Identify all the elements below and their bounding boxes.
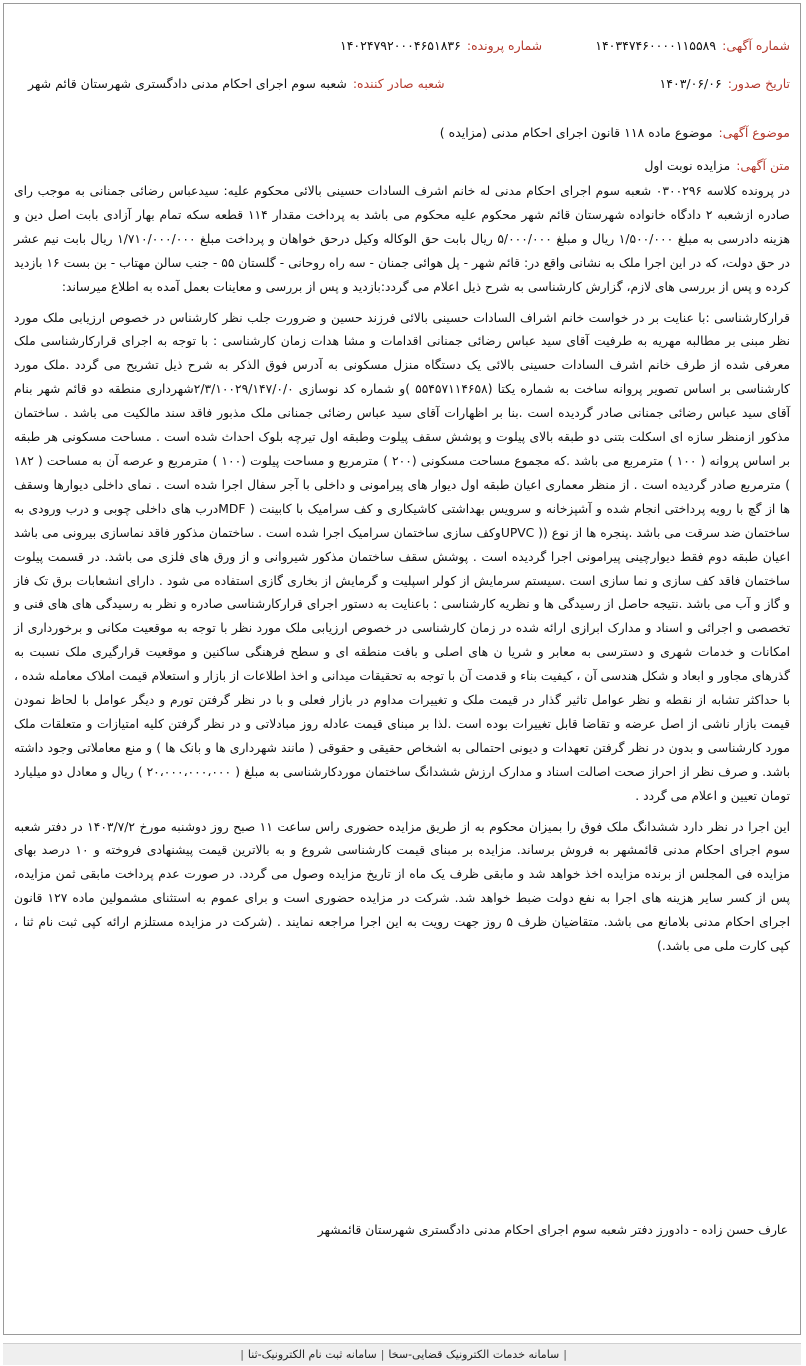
subject-label: موضوع آگهی: [718, 125, 790, 140]
ad-text-label: متن آگهی: [736, 158, 790, 173]
issuer [28, 76, 445, 91]
subject-line [14, 125, 790, 140]
body-paragraph-auction-terms: این اجرا در نظر دارد ششدانگ ملک فوق را بمیزان محکوم به از طریق مزایده حضوری راس ساعت ۱۱ صبح روز دوشنبه مورخ ۱۴۰۳/۷/۲ در دفتر شعبه سوم اجرای احکام مدنی قائمشهر به فروش برساند. مزایده بر مبنای قیمت کارشناسی شروع و به بالاترین قیمت پیشنهادی فروخته و ۱۰ درصد بهای مزایده فی المجلس از برنده مزایده اخذ خواهد شد و مابقی ظرف یک ماه از تاریخ مزایده وصول می گردد. در صورت عدم پرداخت مابقی ثمن مزایده، پس از کسر سایر هزینه های اجرا به نفع دولت ضبط خواهد شد. شرکت در مزایده حضوری است و برای عموم به استثنای مشمولین ماده ۱۲۷ قانون اجرای احکام مدنی بلامانع می باشد. متقاضیان ظرف ۵ روز جهت رویت به این اجرا مراجعه نمایند . (شرکت در مزایده مستلزم ارائه کپی ثبت نام ثنا ، کپی کارت ملی می باشد.) [14, 819, 791, 954]
ad-number [595, 38, 790, 53]
signature-line: عارف حسن زاده - دادورز دفتر شعبه سوم اجرای احکام مدنی دادگستری شهرستان قائمشهر [317, 1223, 788, 1237]
body-paragraph-case: در پرونده کلاسه ۰۳۰۰۲۹۶ شعبه سوم اجرای احکام مدنی له خانم اشرف السادات حسینی بالائی محکوم علیه: سیدعباس رضائی جمنانی به موجب رای صادره ازشعبه ۲ دادگاه خانواده شهرستان قائم شهر محکوم علیه محکوم می باشد به پرداخت مقدار ۱۱۴ قطعه سکه تمام بهار آزادی بابت اصل دین و هزینه دادرسی به مبلغ ۱/۵۰۰/۰۰۰ ریال و مبلغ ۵/۰۰۰/۰۰۰ ریال بابت حق الوکاله وکیل درحق خواهان و پرداخت مبلغ ۱/۷۱۰/۰۰۰/۰۰۰ ریال بابت نیم عشر در حق دولت، که در این اجرا ملک به نشانی واقع در: قائم شهر - پل هوائی جمنان - سه راه روحانی - گلستان ۵۵ - جنب سالن مهتاب - بن بست ۱۶ بازدید کرده و پس از بررسی های لازم، گزارش کارشناسی به شرح ذیل اعلام می گردد:بازدید و پس از بررسی و معاینات بعمل آمده به اطلاع میرساند: [14, 184, 790, 294]
header-row-2 [14, 76, 790, 102]
ad-text-line [14, 158, 790, 173]
ad-number-label: شماره آگهی: [722, 38, 790, 53]
case-number-value: ۱۴۰۲۴۷۹۲۰۰۰۴۶۵۱۸۳۶ [340, 38, 461, 53]
issue-date-label: تاریخ صدور: [727, 76, 790, 91]
issue-date [660, 76, 790, 91]
footer-bar [3, 1343, 801, 1365]
footer-separator: | [563, 1348, 567, 1361]
header-row-1 [14, 38, 790, 64]
ad-text-value: مزایده نوبت اول [644, 158, 731, 173]
ad-number-value: ۱۴۰۳۴۷۴۶۰۰۰۰۱۱۵۵۸۹ [595, 38, 717, 53]
case-number [340, 38, 542, 53]
case-number-label: شماره پرونده: [466, 38, 543, 53]
footer-link-sakha[interactable]: سامانه خدمات الکترونیک قضایی-سخا [388, 1348, 560, 1361]
footer-separator: | [240, 1348, 244, 1361]
issuer-value: شعبه سوم اجرای احکام مدنی دادگستری شهرستان قائم شهر [28, 76, 347, 91]
subject-value: موضوع ماده ۱۱۸ قانون اجرای احکام مدنی (مزایده ) [439, 125, 713, 140]
notice-frame [3, 3, 801, 1335]
footer-separator: | [380, 1348, 385, 1361]
issue-date-value: ۱۴۰۳/۰۶/۰۶ [659, 76, 722, 91]
notice-body [14, 180, 790, 966]
issuer-label: شعبه صادر کننده: [352, 76, 445, 91]
body-paragraph-expert-report: قرارکارشناسی :با عنایت بر در خواست خانم اشراف السادات حسینی بالائی فرزند حسین و ضرورت جلب نظر کارشناس در خصوص ارزیابی ملک مورد نظر مبنی بر مطالبه مهریه به طرفیت آقای سید عباس رضائی جمنانی اقدامات و مشا هدات زمان کارشناسی : با توجه به اجرای قرارکارشناسی ملک معرفی شده از طرف خانم اشرف السادات حسینی بالائی یک دستگاه منزل مسکونی به آدرس فوق الذکر به شرح ذیل تشریح می گردد .ملک مورد کارشناسی بر اساس تصویر پروانه ساخت به شماره یکتا (۵۵۴۵۷۱۱۴۶۵۸ )و شماره کد نوسازی ۲/۳/۱۰۰۲۹/۱۴۷/۰/۰شهرداری منطقه دو قائم شهر بنام آقای سید عباس رضائی جمنانی صادر گردیده است .بنا بر اظهارات آقای سید عباس رضائی جمنانی ملک مذبور فاقد سند مالکیت می باشد . ساختمان مذکور ازمنظر سازه ای اسکلت بتنی دو طبقه بالای پیلوت و پوشش سقف پیلوت وطبقه اول تیرچه بلوک احداث شده است . مساحت مسکونی هر طبقه بر اساس پروانه ( ۱۰۰ ) مترمربع می باشد .که مجموع مساحت مسکونی (۲۰۰ ) مترمربع و مساحت پیلوت (۱۰۰ ) مترمربع و عرصه آن به مساحت ( ۱۸۲ ) مترمربع صادر گردیده است . از منظر معماری اعیان طبقه اول دیوار های پیرامونی و داخلی با آجر سفال اجرا شده است . نمای داخلی دیوارها وسقف ها از گچ با رویه پرداختی انجام شده و آشپزخانه و سرویس بهداشتی کاشیکاری و کف سرامیک با کابینت ( MDFدرب های داخلی چوبی و درب ورودی به ساختمان ضد سرقت می باشد .پنجره ها از نوع (( UPVCوکف سازی ساختمان سرامیک اجرا شده است . ساختمان مذکور فاقد نماسازی بیرونی می باشد اعیان طبقه دوم فقط دیوارچینی پیرامونی اجرا گردیده است . پوشش سقف ساختمان مذکور شیروانی و از ورق های فلزی می باشد. در قسمت پیلوت ساختمان فاقد کف سازی و نما سازی است .سیستم سرمایش از کولر اسپلیت و گرمایش از بخاری گازی استفاده می شود . دارای انشعابات برق تک فاز و گاز و آب می باشد .نتیجه حاصل از رسیدگی ها و نظریه کارشناسی : باعنایت به دستور اجرای قرارکارشناسی صادره و نظر به رسیدگی های های فنی و تخصصی و اجرائی و اسناد و مدارک ابرازی ارائه شده در زمان کارشناسی در خصوص ارزیابی ملک مورد نظر با توجه به موقعیت مکانی و برخورداری از امکانات و خدمات شهری و دسترسی به معابر و شریا ن های اصلی و بافت منطقه ای و سطح فرهنگی ساکنین و موقعیت قرارگیری ملک نسبت به گذرهای مجاور و ابعاد و شکل هندسی آن ، کیفیت بناء و قدمت آن با توجه به تحقیقات میدانی و اخذ اطلاعات از بازار و استعلام قیمت املاک معامله شده ، با حداکثر تشابه از نقطه و نظر عوامل تاثیر گذار در قیمت ملک و تغییرات مداوم در بازار فعلی و با در نظر گرفتن تورم و دیگر عوامل با لحاظ نمودن قیمت بازار ناشی از اصل عرضه و تقاضا قابل تغییرات بوده است .لذا بر مبنای قیمت عادله روز مبادلاتی و در نظر گرفتن کلیه امتیازات و متعلقات ملک مورد کارشناسی و بدون در نظر گرفتن تعهدات و دیونی احتمالی به اشخاص حقیقی و حقوقی ( مانند شهرداری ها و بانک ها ) و منع معاملاتی وجود داشته باشد. و صرف نظر از احراز صحت اصالت اسناد و مدارک ارزش ششدانگ ساختمان موردکارشناسی به مبلغ ( ۲۰،۰۰۰،۰۰۰،۰۰۰ ) ریال و معادل دو میلیارد تومان تعیین و اعلام می گردد . [14, 310, 790, 803]
footer-link-sana[interactable]: سامانه ثبت نام الکترونیک-ثنا [247, 1348, 377, 1361]
